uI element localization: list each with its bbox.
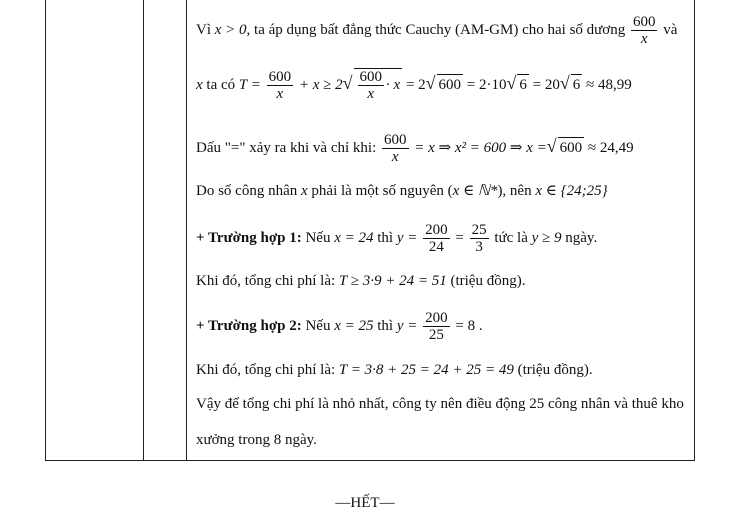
- solution-line-5: + Trường hợp 1: Nếu x = 24 thì y = $\frac{200}{24}$ = $\frac{25}{3}$ tức là y ≥ 9 ngày.: [196, 222, 598, 255]
- solution-line-2: x ta có T = $\frac{600}{x}$ + x ≥ 2√ $\frac{600}{x}$ · x = 2√ 600 = 2·10√ 6 = 20√ 6 ≈ 48,99: [196, 69, 632, 102]
- fraction: $\frac{600}{x}$: [632, 14, 656, 47]
- table-left-border: [45, 0, 46, 460]
- fraction: $\frac{600}{x}$: [384, 132, 407, 165]
- table-col-divider-1: [143, 0, 144, 460]
- sqrt-expression: $\frac{600}{x}$ · x: [354, 68, 403, 102]
- table-right-border: [694, 0, 695, 460]
- end-marker: —HẾT—: [335, 495, 395, 511]
- solution-line-6: Khi đó, tổng chi phí là: T ≥ 3·9 + 24 = 51 (triệu đồng).: [196, 273, 526, 289]
- solution-line-3: Dấu "=" xảy ra khi và chỉ khi: $\frac{600}{x}$ = x ⇒ x² = 600 ⇒ x =√ 600 ≈ 24,49: [196, 132, 634, 165]
- table-bottom-border: [45, 460, 695, 461]
- solution-line-7: + Trường hợp 2: Nếu x = 25 thì y = $\frac{200}{25}$ = 8 .: [196, 310, 483, 343]
- fraction: $\frac{25}{3}$: [471, 222, 487, 255]
- solution-line-8: Khi đó, tổng chi phí là: T = 3·8 + 25 = 24 + 25 = 49 (triệu đồng).: [196, 362, 593, 378]
- table-col-divider-2: [186, 0, 187, 460]
- fraction: $\frac{200}{24}$: [425, 222, 448, 255]
- solution-line-4: Do số công nhân x phải là một số nguyên (x ∈ ℕ*), nên x ∈ {24;25}: [196, 183, 608, 199]
- solution-line-1: Vì x > 0, ta áp dụng bất đẳng thức Cauchy (AM-GM) cho hai số dương $\frac{600}{x}$ và: [196, 14, 678, 47]
- solution-line-9: Vậy để tổng chi phí là nhỏ nhất, công ty nên điều động 25 công nhân và thuê kho: [196, 396, 684, 412]
- fraction: $\frac{600}{x}$: [268, 69, 292, 102]
- solution-line-10: xưởng trong 8 ngày.: [196, 432, 317, 448]
- fraction: $\frac{200}{25}$: [425, 310, 448, 343]
